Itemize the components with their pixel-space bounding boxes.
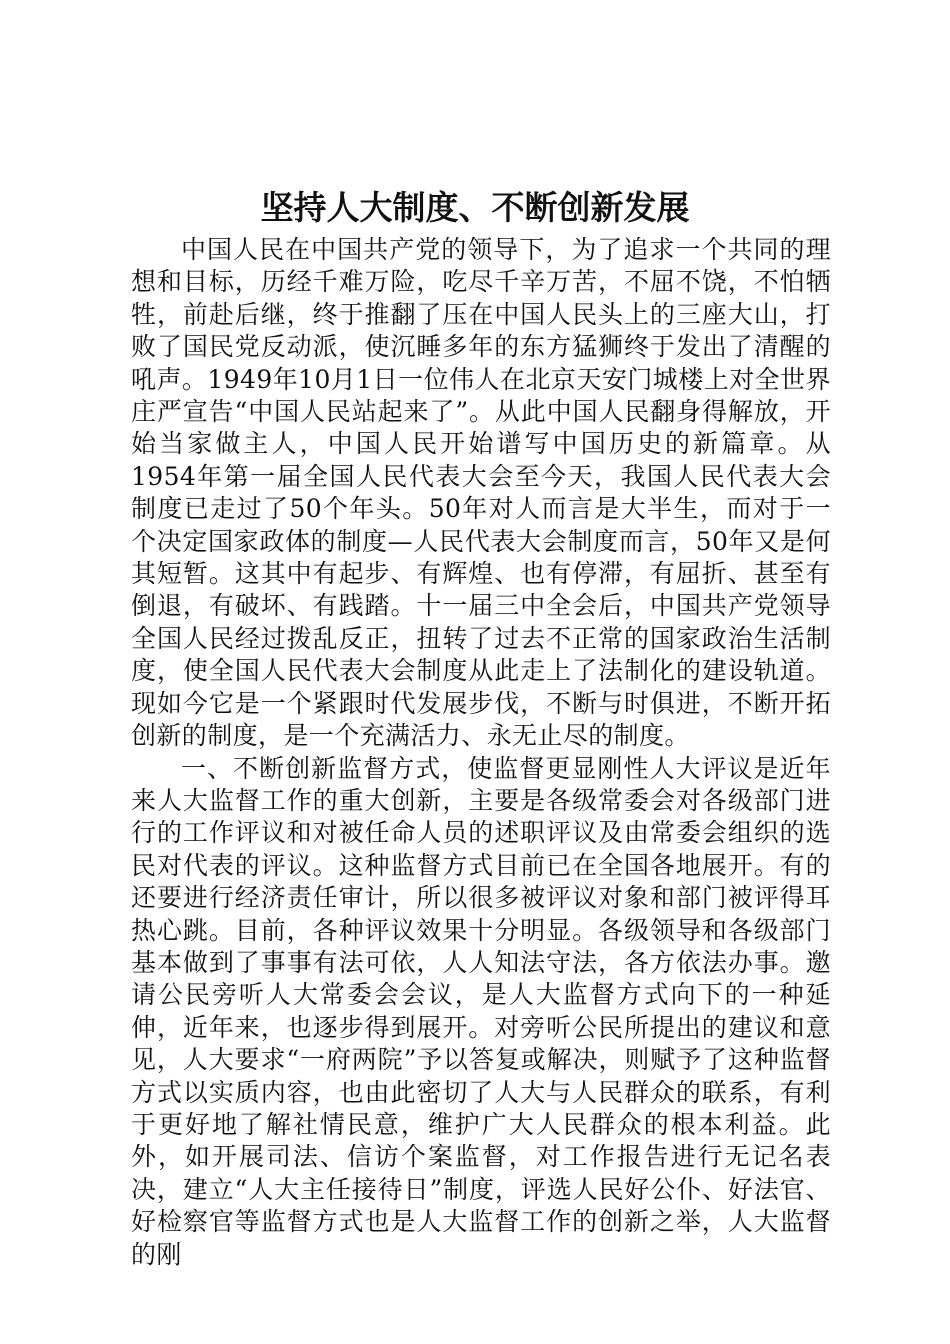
paragraph: 一、不断创新监督方式，使监督更显刚性人大评议是近年来人大监督工作的重大创新，主要是各级常委会对各级部门进行的工作评议和对被任命人员的述职评议及由常委会组织的选民对代表的评议。这种监督方式目前已在全国各地展开。有的还要进行经济责任审计，所以很多被评议对象和部门被评得耳热心跳。目前，各种评议效果十分明显。各级领导和各级部门基本做到了事事有法可依，人人知法守法，各方依法办事。邀请公民旁听人大常委会会议，是人大监督方式向下的一种延伸，近年来，也逐步得到展开。对旁听公民所提出的建议和意见，人大要求“一府两院”予以答复或解决，则赋予了这种监督方式以实质内容，也由此密切了人大与人民群众的联系，有利于更好地了解社情民意，维护广大人民群众的根本利益。此外，如开展司法、信访个案监督，对工作报告进行无记名表决，建立“人大主任接待日”制度，评选人民好公仆、好法官、好检察官等监督方式也是人大监督工作的创新之举，人大监督的刚 [131,753,831,1269]
paragraph: 中国人民在中国共产党的领导下，为了追求一个共同的理想和目标，历经千难万险，吃尽千辛万苦，不屈不饶，不怕牺牲，前赴后继，终于推翻了压在中国人民头上的三座大山，打败了国民党反动派，使沉睡多年的东方猛狮终于发出了清醒的吼声。1949年10月1日一位伟人在北京天安门城楼上对全世界庄严宣告“中国人民站起来了”。从此中国人民翻身得解放，开始当家做主人，中国人民开始谱写中国历史的新篇章。从1954年第一届全国人民代表大会至今天，我国人民代表大会制度已走过了50个年头。50年对人而言是大半生，而对于一个决定国家政体的制度—人民代表大会制度而言，50年又是何其短暂。这其中有起步、有辉煌、也有停滞，有屈折、甚至有倒退，有破坏、有践踏。十一届三中全会后，中国共产党领导全国人民经过拨乱反正，扭转了过去不正常的国家政治生活制度，使全国人民代表大会制度从此走上了法制化的建设轨道。现如今它是一个紧跟时代发展步伐，不断与时俱进，不断开拓创新的制度，是一个充满活力、永无止尽的制度。 [131,235,831,751]
document-body [131,234,831,1271]
document-title: 坚持人大制度、不断创新发展 [260,188,690,227]
